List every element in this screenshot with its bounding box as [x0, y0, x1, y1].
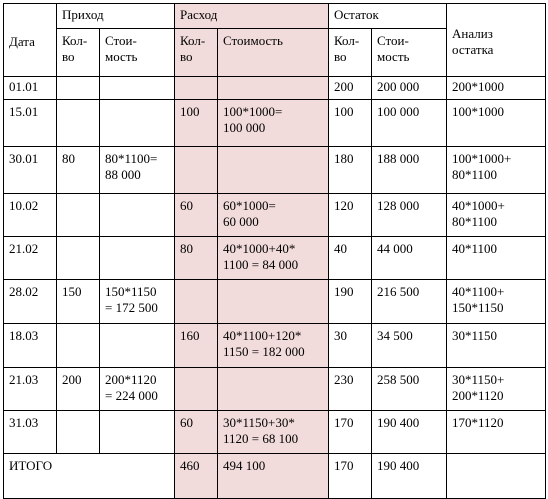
table-row	[4, 237, 546, 280]
header-balance: Остаток	[329, 4, 447, 29]
cell-out-cost	[218, 368, 329, 411]
inventory-movement-table	[3, 3, 546, 499]
cell-in-qty	[57, 77, 100, 100]
cell-bal-qty: 40	[329, 237, 372, 280]
cell-analysis: 170*1120	[447, 411, 546, 454]
cell-bal-qty: 190	[329, 280, 372, 324]
cell-bal-qty: 180	[329, 147, 372, 194]
table-row	[4, 411, 546, 454]
cell-bal-qty: 230	[329, 368, 372, 411]
table-body	[4, 4, 546, 499]
table-row	[4, 77, 546, 100]
header-income-qty: Кол- во	[57, 29, 100, 77]
cell-out-qty	[175, 77, 218, 100]
cell-out-cost: 30*1150+30* 1120 = 68 100	[218, 411, 329, 454]
cell-date: 15.01	[4, 100, 57, 147]
cell-out-qty	[175, 280, 218, 324]
cell-date: 31.03	[4, 411, 57, 454]
total-bal-qty: 170	[329, 454, 372, 499]
cell-bal-cost: 34 500	[372, 324, 447, 368]
cell-bal-cost: 216 500	[372, 280, 447, 324]
cell-bal-cost: 258 500	[372, 368, 447, 411]
header-balance-cost: Стои- мость	[372, 29, 447, 77]
cell-analysis: 40*1100	[447, 237, 546, 280]
cell-analysis: 100*1000	[447, 100, 546, 147]
cell-out-qty	[175, 147, 218, 194]
cell-out-qty: 100	[175, 100, 218, 147]
cell-in-cost	[100, 77, 175, 100]
cell-in-qty: 200	[57, 368, 100, 411]
table-row	[4, 324, 546, 368]
header-income-cost: Стои- мость	[100, 29, 175, 77]
cell-date: 10.02	[4, 194, 57, 237]
cell-in-qty	[57, 237, 100, 280]
cell-out-cost	[218, 280, 329, 324]
cell-bal-cost: 44 000	[372, 237, 447, 280]
total-analysis	[447, 454, 546, 499]
header-analysis: Анализ остатка	[447, 4, 546, 77]
cell-out-qty: 60	[175, 194, 218, 237]
cell-out-qty: 160	[175, 324, 218, 368]
cell-out-cost: 100*1000= 100 000	[218, 100, 329, 147]
cell-in-qty	[57, 100, 100, 147]
cell-bal-qty: 170	[329, 411, 372, 454]
cell-out-cost	[218, 77, 329, 100]
cell-bal-cost: 190 400	[372, 411, 447, 454]
total-out-cost: 494 100	[218, 454, 329, 499]
cell-bal-qty: 200	[329, 77, 372, 100]
cell-out-cost: 60*1000= 60 000	[218, 194, 329, 237]
total-bal-cost: 190 400	[372, 454, 447, 499]
header-expense: Расход	[175, 4, 329, 29]
cell-in-cost	[100, 100, 175, 147]
header-balance-qty: Кол- во	[329, 29, 372, 77]
cell-out-cost: 40*1000+40* 1100 = 84 000	[218, 237, 329, 280]
cell-analysis: 40*1100+ 150*1150	[447, 280, 546, 324]
cell-out-qty: 60	[175, 411, 218, 454]
cell-in-qty: 150	[57, 280, 100, 324]
cell-analysis: 200*1000	[447, 77, 546, 100]
cell-date: 01.01	[4, 77, 57, 100]
inventory-document	[3, 3, 545, 473]
cell-analysis: 100*1000+ 80*1100	[447, 147, 546, 194]
cell-date: 21.03	[4, 368, 57, 411]
cell-in-cost: 200*1120 = 224 000	[100, 368, 175, 411]
table-row	[4, 280, 546, 324]
table-row	[4, 368, 546, 411]
table-row	[4, 100, 546, 147]
cell-bal-cost: 188 000	[372, 147, 447, 194]
header-income: Приход	[57, 4, 175, 29]
cell-bal-cost: 128 000	[372, 194, 447, 237]
header-date: Дата	[4, 4, 57, 77]
table-row	[4, 194, 546, 237]
table-row	[4, 147, 546, 194]
cell-analysis: 40*1000+ 80*1100	[447, 194, 546, 237]
cell-bal-cost: 100 000	[372, 100, 447, 147]
cell-in-qty	[57, 411, 100, 454]
cell-out-cost	[218, 147, 329, 194]
cell-analysis: 30*1150+ 200*1120	[447, 368, 546, 411]
cell-date: 30.01	[4, 147, 57, 194]
cell-in-cost: 150*1150 = 172 500	[100, 280, 175, 324]
cell-date: 18.03	[4, 324, 57, 368]
cell-in-cost	[100, 411, 175, 454]
cell-bal-qty: 30	[329, 324, 372, 368]
cell-in-qty	[57, 194, 100, 237]
cell-in-cost	[100, 237, 175, 280]
cell-in-qty	[57, 324, 100, 368]
cell-in-qty: 80	[57, 147, 100, 194]
total-label: ИТОГО	[4, 454, 175, 499]
cell-in-cost: 80*1100= 88 000	[100, 147, 175, 194]
total-row	[4, 454, 546, 499]
cell-bal-qty: 120	[329, 194, 372, 237]
cell-in-cost	[100, 194, 175, 237]
cell-analysis: 30*1150	[447, 324, 546, 368]
cell-date: 21.02	[4, 237, 57, 280]
header-row-groups	[4, 4, 546, 29]
cell-bal-qty: 100	[329, 100, 372, 147]
cell-in-cost	[100, 324, 175, 368]
total-out-qty: 460	[175, 454, 218, 499]
cell-bal-cost: 200 000	[372, 77, 447, 100]
header-expense-qty: Кол- во	[175, 29, 218, 77]
cell-out-cost: 40*1100+120* 1150 = 182 000	[218, 324, 329, 368]
cell-out-qty: 80	[175, 237, 218, 280]
cell-out-qty	[175, 368, 218, 411]
cell-date: 28.02	[4, 280, 57, 324]
header-expense-cost: Стоимость	[218, 29, 329, 77]
